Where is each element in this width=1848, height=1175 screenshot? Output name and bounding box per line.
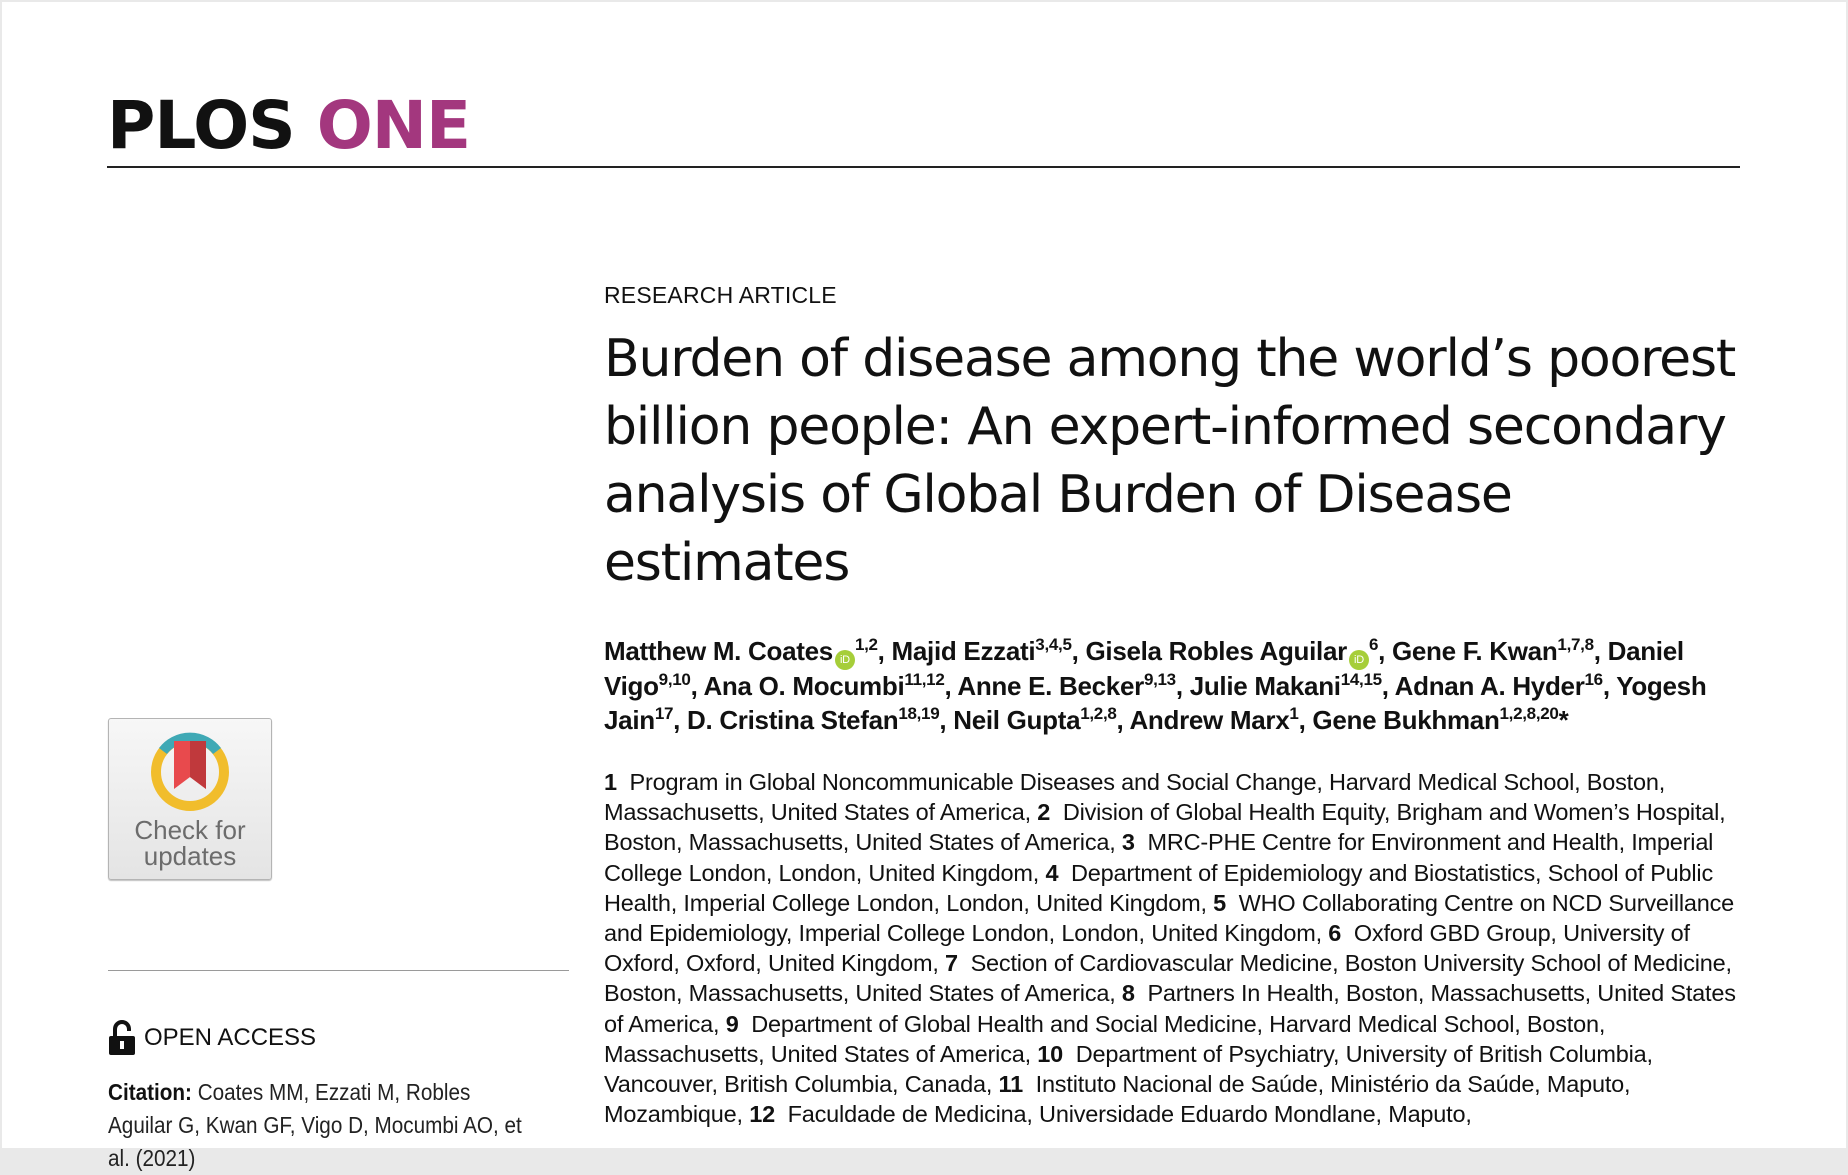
author[interactable]	[892, 636, 1072, 666]
affiliation: 11 Instituto Nacional de Saúde, Ministério da Saúde, Maputo, Mozambique,	[604, 1071, 1631, 1128]
affiliation-list	[604, 767, 1754, 1129]
author-affiliation-refs: 9,10	[658, 670, 691, 689]
author-affiliation-refs: 1,2	[854, 635, 878, 654]
author-affiliation-refs: 9,13	[1143, 670, 1176, 689]
journal-name-plos: PLOS	[107, 87, 295, 164]
citation-text: Coates MM, Ezzati M, Robles Aguilar G, Kwan GF, Vigo D, Mocumbi AO, et al. (2021)	[108, 1079, 522, 1171]
affiliation: 5 WHO Collaborating Centre on NCD Surveillance and Epidemiology, Imperial College London, London, United Kingdom,	[604, 889, 1735, 947]
author[interactable]	[1085, 636, 1378, 666]
corresponding-author-mark: *	[1558, 704, 1569, 735]
author-affiliation-refs: 3,4,5	[1035, 635, 1072, 654]
author-affiliation-refs: 6	[1368, 635, 1379, 654]
orcid-icon[interactable]: iD	[835, 650, 855, 670]
author-affiliation-refs: 1,2,8	[1080, 703, 1117, 723]
author-list: Matthew M. Coates iD$^{1,2}$, Majid Ezzati$^{3,4,5}$, Gisela Robles Aguilar $iD^6$, Gene F. Kwan$^{1,7,8}$, Daniel Vigo$^{9,10}$, Ana O. Mocumbi$^{11,12}$, Anne E. Becker$^{9,13}$, Julie Makani$^{14,15}$, Adnan A. Hyder$^{16}$, Yogesh Jain$^{17}$, D. Cristina Stefan$^{18,19}$, Neil Gupta$^{1,2,8}$, Andrew Marx$^1$, Gene Bukhman$^{1,2,8,20}$*	[604, 635, 1707, 735]
affiliation-number: 3	[1121, 829, 1135, 856]
citation-block	[108, 1076, 531, 1175]
author-affiliation-refs: 16	[1584, 670, 1603, 689]
author[interactable]	[1190, 671, 1382, 701]
article-title: Burden of disease among the world’s poorest billion people: An expert-informed secondary analysis of Global Burden of Disease estimates	[604, 329, 1736, 593]
affiliation: 2 Division of Global Health Equity, Brigham and Women’s Hospital, Boston, Massachusetts, United States of America,	[604, 799, 1726, 856]
author-affiliation-refs: 1,7,8	[1557, 635, 1594, 654]
affiliation-number: 4	[1045, 859, 1059, 886]
affiliation: 3 MRC-PHE Centre for Environment and Health, Imperial College London, London, United Kingdom,	[604, 829, 1714, 886]
open-lock-icon	[108, 1020, 136, 1056]
article-type: RESEARCH ARTICLE	[604, 282, 837, 308]
author-name: Anne E. Becker	[957, 671, 1144, 701]
check-for-updates-badge[interactable]	[108, 718, 272, 880]
author[interactable]	[604, 636, 878, 666]
affiliation-number: 10	[1037, 1040, 1064, 1067]
author-name: Majid Ezzati	[891, 636, 1036, 666]
affiliation-number: 1	[604, 769, 617, 795]
author[interactable]	[957, 671, 1175, 701]
affiliation: 6 Oxford GBD Group, University of Oxford, Oxford, United Kingdom,	[604, 920, 1690, 977]
author-name: Neil Gupta	[953, 704, 1081, 735]
author[interactable]	[1392, 636, 1594, 666]
header-rule	[107, 166, 1740, 168]
affiliation-number: 2	[1037, 799, 1051, 826]
author-affiliation-refs: 14,15	[1340, 670, 1382, 689]
author-name: Andrew Marx	[1129, 704, 1290, 735]
affiliation: 4 Department of Epidemiology and Biostatistics, School of Public Health, Imperial College London, London, United Kingdom,	[604, 859, 1714, 916]
article-header	[604, 282, 1744, 1129]
affiliation: 9 Department of Global Health and Social Medicine, Harvard Medical School, Boston, Massachusetts, United States of America,	[604, 1010, 1606, 1067]
affiliation: 7 Section of Cardiovascular Medicine, Boston University School of Medicine, Boston, Massachusetts, United States of America,	[604, 950, 1732, 1007]
author-name: Daniel Vigo	[604, 636, 1684, 701]
affiliation: 12 Faculdade de Medicina, Universidade Eduardo Mondlane, Maputo,	[749, 1101, 1472, 1128]
author-affiliation-refs: 18,19	[898, 703, 940, 723]
author-name: Ana O. Mocumbi	[703, 671, 905, 701]
author-affiliation-refs: 1	[1289, 703, 1299, 723]
journal-logo[interactable]	[107, 87, 471, 164]
article-page	[2, 2, 1846, 1171]
affiliation-number: 8	[1121, 980, 1135, 1007]
orcid-icon[interactable]: iD	[1349, 650, 1369, 670]
author-name: Adnan A. Hyder	[1394, 671, 1585, 701]
affiliation: 1 Program in Global Noncommunicable Diseases and Social Change, Harvard Medical School, Boston, Massachusetts, United States of America,	[604, 769, 1666, 826]
author-affiliation-refs: 11,12	[904, 670, 945, 689]
crossmark-icon	[145, 727, 235, 817]
affiliation-number: 7	[945, 950, 958, 977]
affiliation-number: 12	[749, 1101, 775, 1128]
affiliation-number: 5	[1213, 889, 1227, 916]
author[interactable]	[1312, 705, 1568, 735]
journal-name-one: ONE	[316, 87, 471, 164]
check-for-updates-label: Check for updates	[134, 815, 246, 871]
author-name: Julie Makani	[1189, 671, 1341, 701]
author-name: Gisela Robles Aguilar	[1085, 636, 1347, 666]
affiliation-number: 6	[1328, 920, 1342, 947]
author[interactable]	[1395, 671, 1603, 701]
affiliation: 10 Department of Psychiatry, University of British Columbia, Vancouver, British Columbia, Canada,	[604, 1040, 1653, 1098]
open-access-label: OPEN ACCESS	[108, 1020, 316, 1056]
author-name: D. Cristina Stefan	[687, 704, 899, 735]
sidebar-divider	[108, 970, 569, 971]
affiliation-number: 11	[998, 1071, 1023, 1098]
author[interactable]	[703, 671, 944, 701]
author-affiliation-refs: 1,2,8,20	[1499, 703, 1559, 723]
author-affiliation-refs: 17	[654, 703, 674, 723]
affiliation: 8 Partners In Health, Boston, Massachusetts, United States of America,	[604, 980, 1736, 1037]
author[interactable]	[687, 705, 939, 735]
author-name: Gene F. Kwan	[1391, 636, 1558, 666]
author-name: Yogesh Jain	[604, 671, 1707, 735]
author-name: Matthew M. Coates	[604, 636, 833, 666]
citation-label: Citation:	[108, 1079, 192, 1105]
author[interactable]	[1129, 705, 1298, 735]
author-name: Gene Bukhman	[1312, 704, 1500, 735]
author[interactable]	[953, 705, 1116, 735]
affiliation-number: 9	[725, 1010, 739, 1037]
